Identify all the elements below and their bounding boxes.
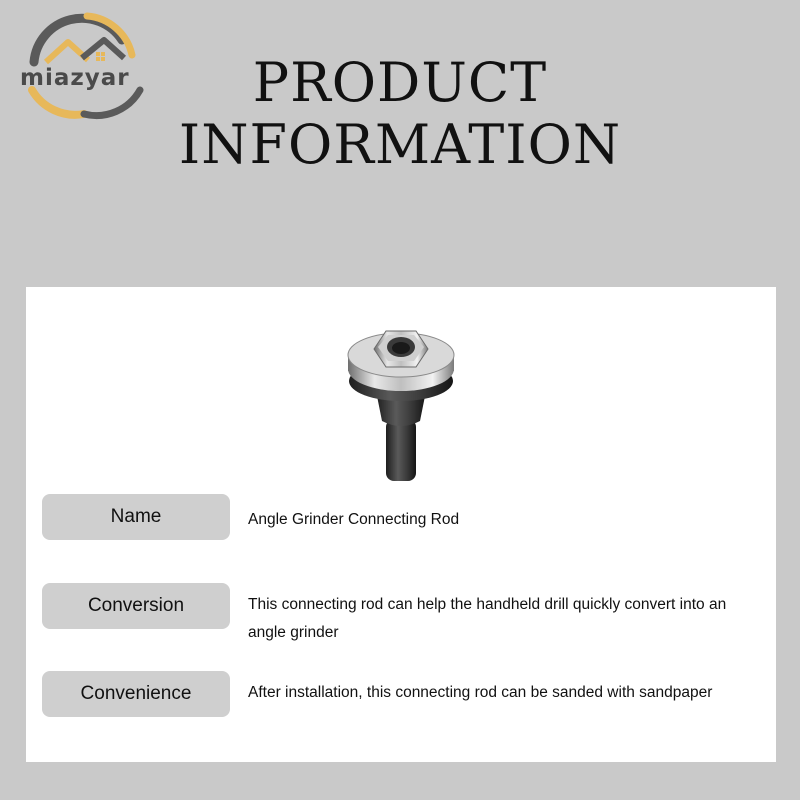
- angle-grinder-connecting-rod-image: [344, 309, 458, 484]
- title-line-2: INFORMATION: [178, 113, 622, 176]
- row-value-name: Angle Grinder Connecting Rod: [248, 511, 460, 528]
- row-label-name: Name: [42, 494, 230, 540]
- row-label-conversion: Conversion: [42, 583, 230, 629]
- logo-wordmark: miazyar: [20, 65, 130, 91]
- page-title: [0, 52, 800, 176]
- row-value-conversion: This connecting rod can help the handheld drill quickly convert into an angle grinder: [248, 596, 727, 641]
- product-info-card: [26, 287, 776, 762]
- title-line-1: PRODUCT: [252, 51, 548, 114]
- row-label-convenience: Convenience: [42, 671, 230, 717]
- row-value-convenience: After installation, this connecting rod can be sanded with sandpaper: [248, 684, 713, 701]
